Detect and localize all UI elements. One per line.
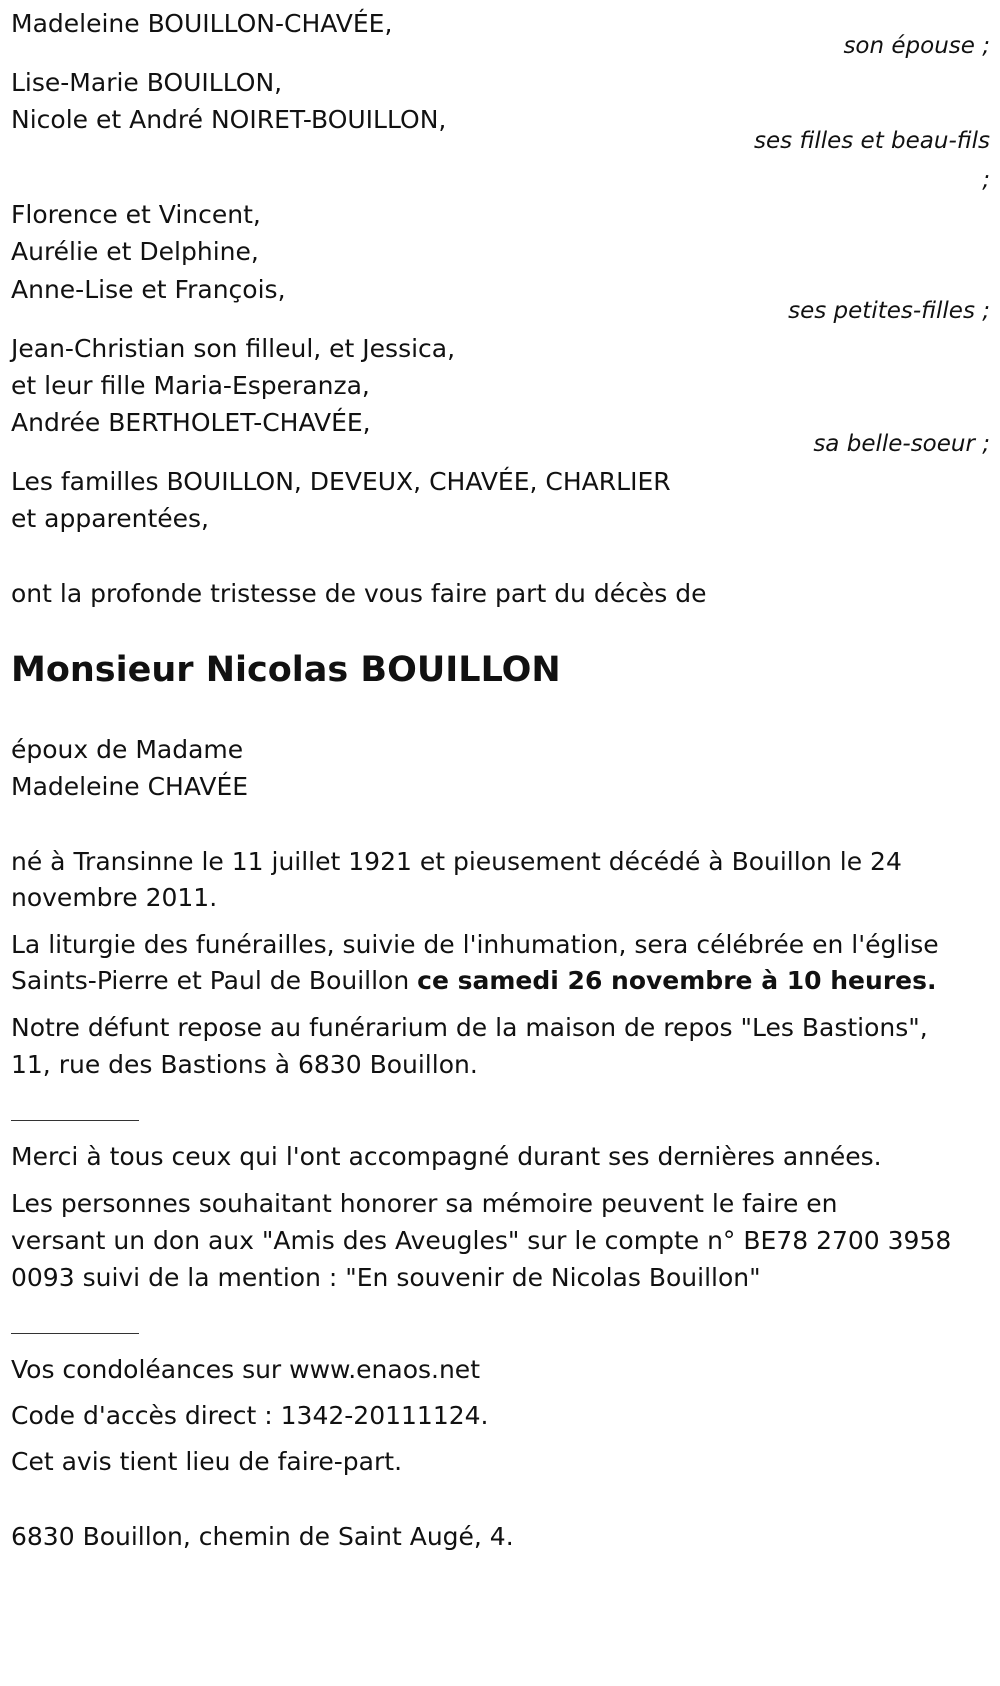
- liturgy-text: [11, 961, 936, 1001]
- spouse-of-text: époux de Madame: [11, 735, 244, 764]
- donation-text: versant un don aux "Amis des Aveugles" sur le compte n° BE78 2700 3958: [11, 1226, 952, 1255]
- spouse-name: Madeleine BOUILLON-CHAVÉE,: [11, 9, 393, 38]
- daughters-role: ses filles et beau-fils: [754, 128, 990, 154]
- spouse-role: son épouse ;: [843, 33, 990, 59]
- families-line: et apparentées,: [11, 504, 209, 533]
- announcement-text: ont la profonde tristesse de vous faire part du décès de: [11, 579, 707, 608]
- condolences-text: Vos condoléances sur www.enaos.net: [11, 1355, 480, 1384]
- granddaughter-name: Anne-Lise et François,: [11, 275, 286, 304]
- notice-text: Cet avis tient lieu de faire-part.: [11, 1447, 403, 1476]
- godson-family: et leur fille Maria-Esperanza,: [11, 371, 370, 400]
- liturgy-place: Saints-Pierre et Paul de Bouillon: [11, 966, 418, 995]
- daughters-role-end: ;: [982, 167, 990, 193]
- separator-line: [11, 1120, 139, 1121]
- spouse-of-name: Madeleine CHAVÉE: [11, 772, 249, 801]
- godson-name: Jean-Christian son filleul, et Jessica,: [11, 334, 456, 363]
- birth-death-text: né à Transinne le 11 juillet 1921 et pieusement décédé à Bouillon le 24: [11, 847, 902, 876]
- families-line: Les familles BOUILLON, DEVEUX, CHAVÉE, CHARLIER: [11, 467, 671, 496]
- access-code-text: Code d'accès direct : 1342-20111124.: [11, 1401, 489, 1430]
- deceased-name: Monsieur Nicolas BOUILLON: [11, 650, 561, 690]
- donation-text: Les personnes souhaitant honorer sa mémoire peuvent le faire en: [11, 1189, 838, 1218]
- rest-place-text: Notre défunt repose au funérarium de la maison de repos "Les Bastions",: [11, 1013, 928, 1042]
- donation-text: 0093 suivi de la mention : "En souvenir de Nicolas Bouillon": [11, 1263, 761, 1292]
- separator-line: [11, 1333, 139, 1334]
- granddaughters-role: ses petites-filles ;: [788, 298, 990, 324]
- daughter-couple-name: Nicole et André NOIRET-BOUILLON,: [11, 105, 447, 134]
- daughter-name: Lise-Marie BOUILLON,: [11, 68, 283, 97]
- liturgy-date: ce samedi 26 novembre à 10 heures.: [417, 966, 937, 995]
- granddaughter-name: Florence et Vincent,: [11, 200, 261, 229]
- rest-place-text: 11, rue des Bastions à 6830 Bouillon.: [11, 1050, 478, 1079]
- granddaughter-name: Aurélie et Delphine,: [11, 237, 259, 266]
- birth-death-text: novembre 2011.: [11, 883, 218, 912]
- liturgy-text: La liturgie des funérailles, suivie de l'inhumation, sera célébrée en l'église: [11, 930, 939, 959]
- sister-in-law-role: sa belle-soeur ;: [813, 431, 990, 457]
- thanks-text: Merci à tous ceux qui l'ont accompagné durant ses dernières années.: [11, 1142, 882, 1171]
- sister-in-law-name: Andrée BERTHOLET-CHAVÉE,: [11, 408, 371, 437]
- address-text: 6830 Bouillon, chemin de Saint Augé, 4.: [11, 1522, 514, 1551]
